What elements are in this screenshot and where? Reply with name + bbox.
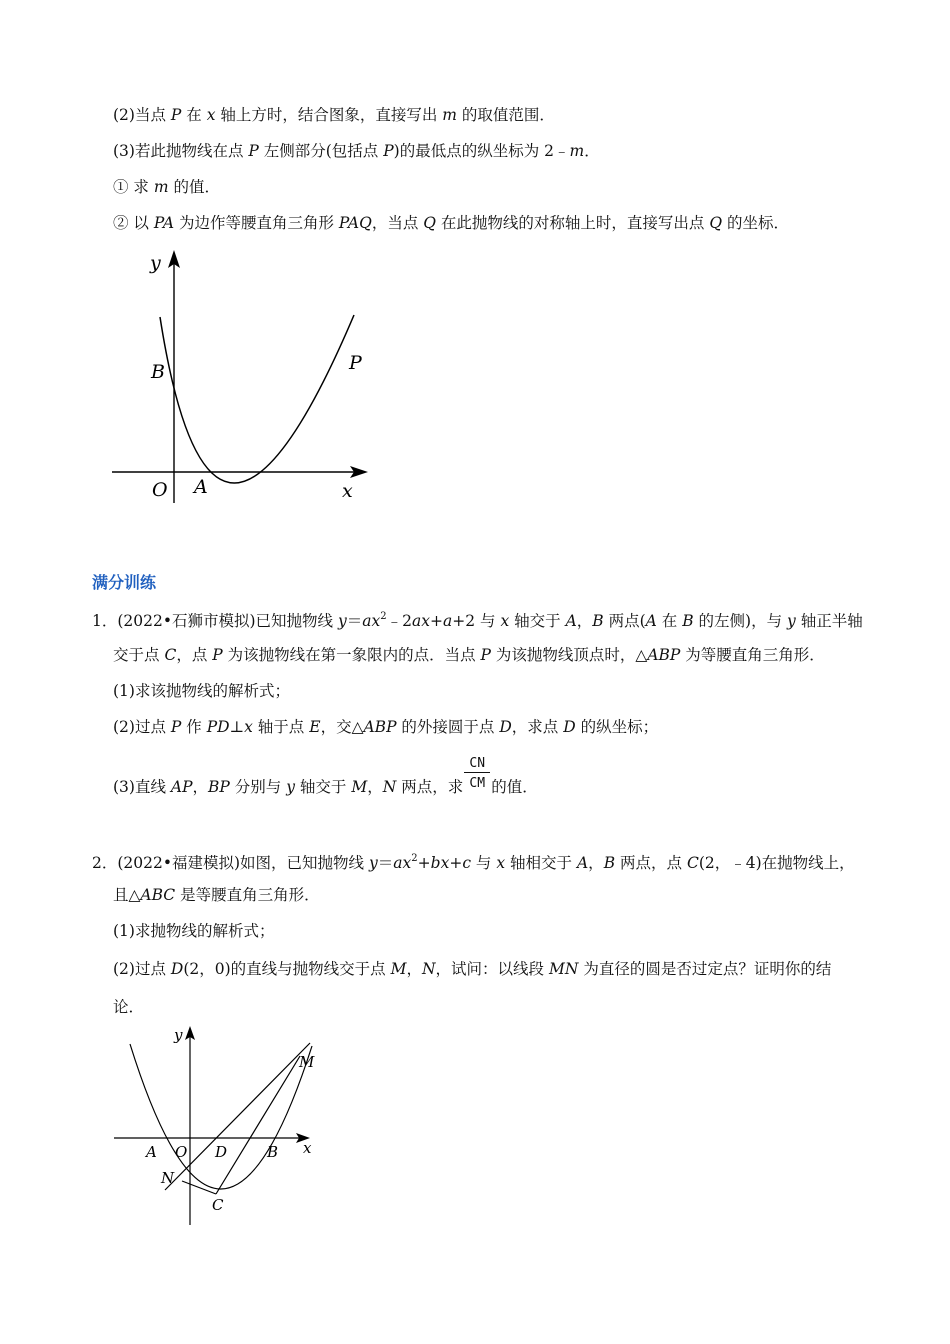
prev-question-3: (3)若此抛物线在点 P 左侧部分(包括点 P)的最低点的纵坐标为 2﹣m． [113, 142, 600, 160]
label-b: B [267, 1143, 279, 1161]
label-a: A [194, 476, 208, 498]
label-a: A [146, 1143, 157, 1161]
section-heading: 满分训练 [92, 573, 157, 592]
label-x: x [342, 480, 353, 502]
label-b: B [151, 361, 165, 383]
parabola-figure-1 [110, 245, 380, 520]
label-n: N [161, 1169, 175, 1187]
label-o: O [175, 1143, 188, 1161]
problem-2-question-2: (2)过点 D(2，0)的直线与抛物线交于点 M，N，试问：以线段 MN 为直径的圆是否过定点？证明你的结 [113, 960, 832, 978]
label-o: O [152, 479, 168, 501]
problem-2-question-1: (1)求抛物线的解析式； [113, 922, 275, 940]
line-through-d [165, 1043, 310, 1190]
label-c: C [212, 1196, 224, 1214]
label-m: M [299, 1053, 315, 1071]
prev-question-2: (2)当点 P 在 x 轴上方时，结合图象，直接写出 m 的取值范围． [113, 106, 555, 124]
label-x: x [303, 1139, 312, 1157]
problem-2-question-2-end: 论． [113, 998, 145, 1016]
label-d: D [215, 1143, 228, 1161]
prev-subquestion-1: ① 求 m 的值． [113, 178, 220, 196]
parabola-curve [160, 315, 354, 483]
parabola-curve [130, 1044, 312, 1189]
problem-1-question-2: (2)过点 P 作 PD⊥x 轴于点 E，交△ABP 的外接圆于点 D，求点 D 的纵坐标； [113, 718, 659, 736]
label-p: P [349, 352, 362, 374]
label-y: y [150, 252, 161, 274]
problem-1-line-2: 交于点 C，点 P 为该抛物线在第一象限内的点．当点 P 为该抛物线顶点时，△ABP 为等腰直角三角形． [113, 646, 825, 664]
problem-1-question-3: (3)直线 AP，BP 分别与 y 轴交于 M，N 两点，求 $\frac{CN}{CM}$ 的值． [113, 776, 538, 799]
parabola-figure-2 [110, 1020, 320, 1230]
label-y: y [174, 1026, 183, 1044]
problem-1-line-1: 1．(2022•石狮市模拟)已知抛物线 $y=ax^2﹣2ax+a+2$ 与 x 轴交于 A，B 两点(A 在 B 的左侧)，与 y 轴正半轴 [92, 611, 863, 630]
problem-2-line-2: 且△ABC 是等腰直角三角形． [113, 886, 320, 904]
problem-1-question-1: (1)求该抛物线的解析式； [113, 682, 290, 700]
prev-subquestion-2: ② 以 PA 为边作等腰直角三角形 PAQ，当点 Q 在此抛物线的对称轴上时，直接写出点 Q 的坐标． [113, 214, 790, 232]
fraction-cn-over-cm: $\frac{CN}{CM}$ [463, 777, 491, 799]
problem-2-line-1: 2．(2022•福建模拟)如图，已知抛物线 $y=ax^2+bx+c$ 与 x 轴相交于 A，B 两点，点 C(2，﹣4)在抛物线上， [92, 853, 855, 872]
